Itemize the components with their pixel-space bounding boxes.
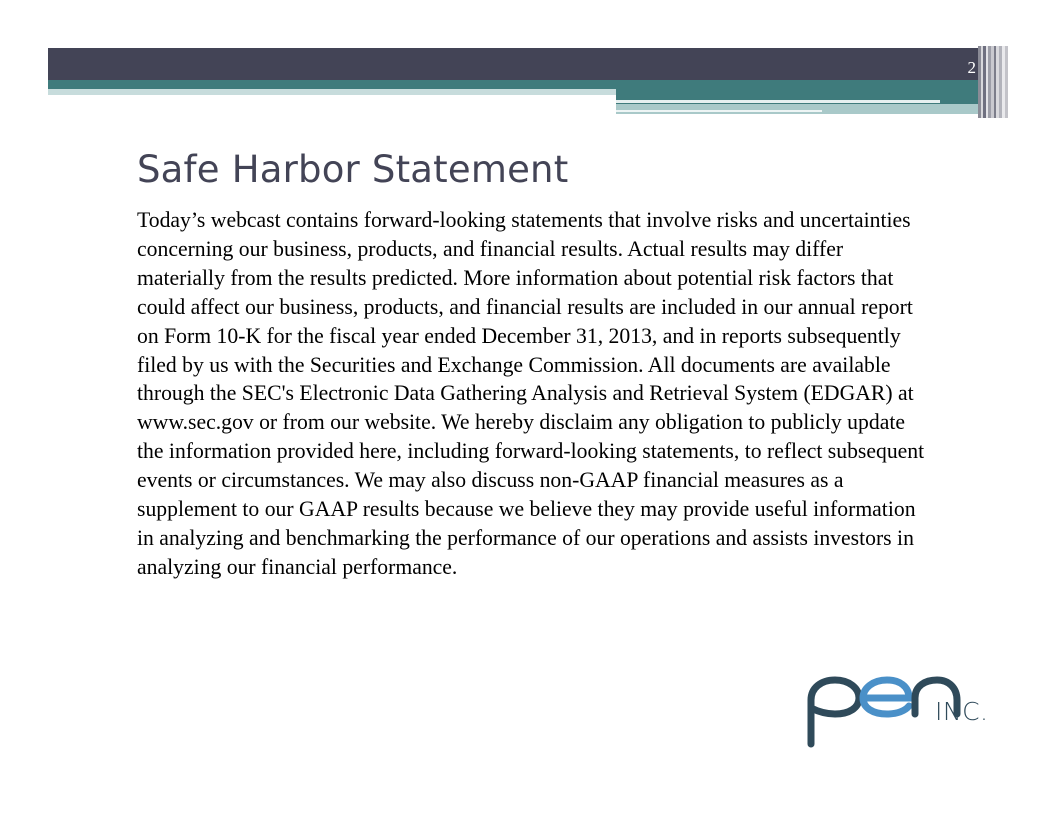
header-highlight-strip	[616, 100, 940, 103]
slide-title: Safe Harbor Statement	[137, 148, 569, 191]
header-thin-strip	[616, 110, 822, 112]
header-pale-strip	[616, 104, 978, 114]
logo-suffix: INC.	[935, 697, 989, 726]
safe-harbor-paragraph: Today’s webcast contains forward-looking statements that involve risks and uncertainties concerning our business, products, and financial results. Actual results may differ materially from the results predicted. More information about potential risk factors that could affect our business, products, and financial results are included in our annual report on Form 10-K for the fiscal year ended December 31, 2013, and in reports subsequently filed by us with the Securities and Exchange Commission. All documents are available through the SEC's Electronic Data Gathering Analysis and Retrieval System (EDGAR) at www.sec.gov or from our website. We hereby disclaim any obligation to publicly update the information provided here, including forward-looking statements, to reflect subsequent events or circumstances. We may also discuss non-GAAP financial measures as a supplement to our GAAP results because we believe they may provide useful information in analyzing and benchmarking the performance of our operations and assists investors in analyzing our financial performance.	[137, 208, 925, 579]
logo-letter-p	[811, 680, 859, 744]
header-light-strip	[48, 89, 616, 95]
header-edge-stripes	[978, 46, 1008, 118]
header-band	[48, 48, 978, 80]
logo-letter-e	[863, 680, 909, 714]
page-number: 2	[967, 58, 976, 77]
